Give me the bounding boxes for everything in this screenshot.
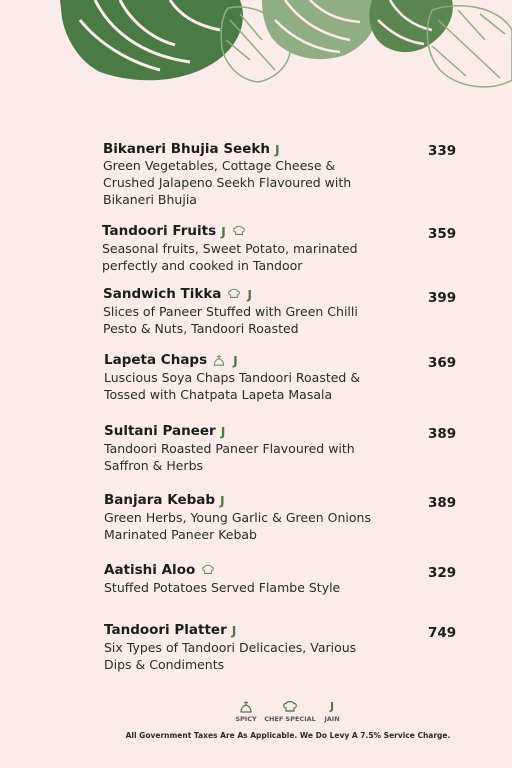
menu-item-price: 369 (428, 355, 457, 371)
legend-jain-label: JAIN (324, 715, 340, 723)
menu-item-description: Seasonal fruits, Sweet Potato, marinated perfectly and cooked in Tandoor (102, 241, 358, 273)
menu-item-name-text: Banjara Kebab (104, 492, 216, 508)
menu-item-name (104, 352, 238, 368)
jain-icon: J (220, 492, 225, 508)
leaf-light-middle (262, 0, 376, 59)
menu-item-name-text: Sandwich Tikka (103, 286, 222, 302)
menu-item-name-text: Tandoori Fruits (102, 223, 217, 239)
menu-item-description: Green Herbs, Young Garlic & Green Onions Marinated Paneer Kebab (104, 510, 371, 542)
jain-icon: J (329, 700, 335, 713)
menu-item-description: Tandoori Roasted Paneer Flavoured with Saffron & Herbs (104, 441, 355, 473)
menu-item-name (103, 286, 252, 302)
menu-item-name-text: Sultani Paneer (104, 423, 216, 439)
menu-item-name (104, 423, 225, 439)
menu-item-name (102, 223, 247, 239)
menu-item-name (103, 141, 280, 157)
jain-icon: J (221, 223, 226, 239)
menu-item-description: Slices of Paneer Stuffed with Green Chilli Pesto & Nuts, Tandoori Roasted (103, 304, 358, 336)
menu-item-name (104, 492, 225, 508)
menu-item-name (104, 622, 236, 638)
legend-chef-special-label: CHEF SPECIAL (264, 715, 316, 723)
menu-item-price: 339 (428, 143, 457, 159)
legend-jain (318, 700, 346, 723)
legend-spicy-label: SPICY (235, 715, 257, 723)
monstera-leaves-decoration (0, 0, 512, 100)
menu-item-description: Green Vegetables, Cottage Cheese & Crushed Jalapeno Seekh Flavoured with Bikaneri Bhujia (103, 158, 352, 207)
jain-icon: J (220, 423, 226, 439)
chef-hat-icon (226, 288, 242, 300)
menu-item-price: 749 (428, 625, 457, 641)
chef-hat-icon (200, 564, 216, 576)
menu-item-price: 389 (428, 426, 457, 442)
menu-item-price: 359 (428, 226, 457, 242)
legend-chef-special (262, 700, 318, 723)
menu-item-price: 329 (428, 565, 457, 581)
footer-note: All Government Taxes Are As Applicable. We Do Levy A 7.5% Service Charge. (125, 731, 451, 740)
menu-item-name-text: Tandoori Platter (104, 622, 227, 638)
jain-icon: J (274, 141, 280, 157)
chef-hat-icon (262, 700, 318, 714)
menu-item-description: Luscious Soya Chaps Tandoori Roasted & Tossed with Chatpata Lapeta Masala (104, 370, 361, 402)
menu-item-name (104, 562, 216, 578)
menu-item-name-text: Lapeta Chaps (104, 352, 208, 368)
menu-item-description: Six Types of Tandoori Delicacies, Various Dips & Condiments (104, 640, 357, 672)
menu-item-price: 399 (428, 290, 457, 306)
leaf-dark-left (60, 0, 243, 80)
menu-item-name-text: Bikaneri Bhujia Seekh (103, 141, 270, 157)
spicy-icon (212, 354, 228, 366)
menu-item-name-text: Aatishi Aloo (104, 562, 196, 578)
spicy-icon (230, 700, 262, 714)
jain-icon: J (233, 352, 238, 368)
chef-hat-icon (231, 225, 247, 237)
jain-icon: J (247, 286, 253, 302)
menu-item-description: Stuffed Potatoes Served Flambe Style (104, 580, 341, 595)
jain-icon: J (231, 622, 237, 638)
menu-item-price: 389 (428, 495, 457, 511)
legend-spicy (230, 700, 262, 723)
